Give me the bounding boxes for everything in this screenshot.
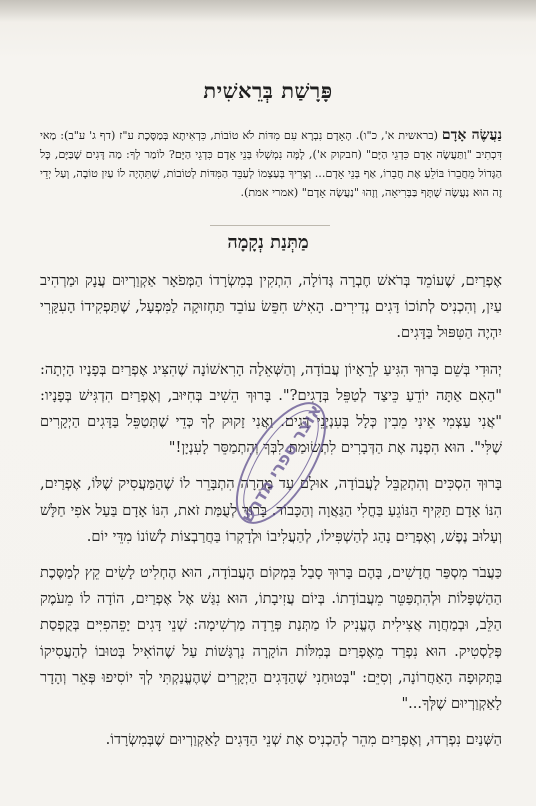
story-body xyxy=(40,268,502,763)
intro-commentary xyxy=(40,126,502,202)
story-paragraph: אֶפְרַיִם, שֶׁעוֹמֵד בְּרֹאשׁ חֶבְרָה גְּדוֹלָה, הִתְקִין בְּמִשְׂרָדוֹ הַמְּפֹאָר אַקְוַרְיוּם עֲנָק וּמַרְהִיב עַיִן, וְהִכְנִיס לְתוֹכוֹ דָּגִים נְדִירִים. הָאִישׁ חִפֵּשׂ עוֹבֵד תַּחְזוּקָה לַמִּפְעָל, שֶׁתַּפְקִידוֹ הָעִקָּרִי יִהְיֶה הַטִּפּוּל בַּדָּגִים. xyxy=(40,272,502,342)
intro-lead: נַעֲשֶׂה אָדָם xyxy=(441,127,503,143)
story-paragraph: הַשְּׁנַיִם נִפְרְדוּ, וְאֶפְרַיִם מִהֵר לְהַכְנִיס אֶת שְׁנֵי הַדָּגִים לָאַקְוַרְיוּם שֶׁבְּמִשְׂרָדוֹ. xyxy=(105,731,502,749)
parasha-title: פָּרָשַׁת בְּרֵאשִׁית xyxy=(203,78,333,103)
intro-text: (בראשית א', כ"ו). הָאָדָם נִבְרָא עִם מִדּוֹת לֹא טוֹבוֹת, כִּדְאִיתָא בְּמַסֶּכֶת ע"ז (דף ג' ע"ב): מַאי דִּכְתִיב "וַתַּעֲשֶׂה אָדָם כִּדְגֵי הַיָּם" (חבקוק א'), לָמָּה נִמְשְׁלוּ בְּנֵי אָדָם כִּדְגֵי הַיָּם? לוֹמַר לְךָ: מַה דָּגִים שֶׁבַּיָּם, כָּל הַגָּדוֹל מֵחֲבֵרוֹ בּוֹלֵעַ אֶת חֲבֵרוֹ, אַף בְּנֵי אָדָם... וְצָרִיךְ בְּעַצְמוֹ לְעַבֵּד הַמִּדּוֹת לְטוֹבוֹת, שֶׁתִּהְיֶה לוֹ עַיִן טוֹבָה, וְעַל יְדֵי זֶה הוּא נַעֲשֶׂה שֻׁתָּף בַּבְּרִיאָה, וְזֶהוּ "נַעֲשֶׂה אָדָם" (אמרי אמת). xyxy=(40,129,502,199)
story-paragraph: בָּרוּךְ הִסְכִּים וְהִתְקַבֵּל לָעֲבוֹדָה, אוּלָם עַד מְהֵרָה הִתְבָּרֵר לוֹ שֶׁהַמַּעֲסִיק שֶׁלּוֹ, אֶפְרַיִם, הִנּוֹ אָדָם תַּקִּיף הַנּוֹגֵעַ בַּחֳלִי הַגַּאֲוָה וְהַכָּבוֹד. בָּרוּךְ לְעֻמַּת זֹאת, הִנּוֹ אָדָם בַּעַל אֹפִי חַלָּשׁ וְעָלוּב נֶפֶשׁ, וְאֶפְרַיִם נָהַג לְהַשְׁפִּילוֹ, לְהַעֲלִיבוֹ וּלְדָקְרוֹ בַּחֲרַבְצוֹת לְשׁוֹנוֹ מִדֵּי יוֹם. xyxy=(40,475,502,545)
story-title: מַתְּנַת נְקָמָה xyxy=(227,232,309,253)
page-top-shadow xyxy=(0,0,536,22)
story-paragraph: כַּעֲבֹר מִסְפַּר חֳדָשִׁים, בָּהֶם בָּרוּךְ סָבַל בִּמְקוֹם הָעֲבוֹדָה, הוּא הֶחְלִיט לָשִׂים קֵץ לְמַסֶּכֶת הַהַשְׁפָּלוֹת וּלְהִתְפַּטֵּר מֵעֲבוֹדָתוֹ. בְּיוֹם עֲזִיבָתוֹ, הוּא נִגַּשׁ אֶל אֶפְרַיִם, הוֹדָה לוֹ מֵעֹמֶק הַלֵּב, וּבְמַחֲוָה אֲצִילִית הֶעֱנִיק לוֹ מַתְּנַת פְּרֵדָה מַרְשִׁימָה: שְׁנֵי דָּגִים יָפֵהפִיִּים בְּקֻפְסַת פְּלַסְטִיק. הוּא נִפְרַד מֵאֶפְרַיִם בְּמִלּוֹת הוֹקָרָה נִרְגָּשׁוֹת עַל שֶׁהוֹאִיל בְּטוּבוֹ לְהַעֲסִיקוֹ בַּתְּקוּפָה הָאַחֲרוֹנָה, וְסִיֵּם: "בְּטוּחַנִי שֶׁהַדָּגִים הַיְקָרִים שֶׁהֶעֱנַקְתִּי לְךָ יוֹסִיפוּ פְּאֵר וְהָדָר לָאַקְוַרְיוּם שֶׁלְּךָ..." xyxy=(40,564,502,713)
story-paragraph: יְהוּדִי בְּשֵׁם בָּרוּךְ הִגִּיעַ לְרֵאָיוֹן עֲבוֹדָה, וְהַשְּׁאֵלָה הָרִאשׁוֹנָה שֶׁהִצִּיג אֶפְרַיִם בְּפָנָיו הָיְתָה: "הַאִם אַתָּה יוֹדֵעַ כֵּיצַד לְטַפֵּל בְּדָגִים?". בָּרוּךְ הֵשִׁיב בְּחִיּוּב, וְאֶפְרַיִם הִדְגִּישׁ בְּפָנָיו: "אֲנִי עַצְמִי אֵינִי מֵבִין כְּלָל בְּעִנְיְנֵי דָּגִים. וַאֲנִי זָקוּק לְךָ כְּדֵי שֶׁתְּטַפֵּל בַּדָּגִים הַיְקָרִים שֶׁלִּי". הוּא הִפְנָה אֶת הַדְּבָרִים לִתְשׂוּמַת לִבְּךָ וְהִתְמַסֵּר לָעִנְיָן!" xyxy=(40,360,502,457)
section-divider xyxy=(210,225,330,226)
stamp-text: אוצר ספרי מדרש xyxy=(237,401,327,526)
